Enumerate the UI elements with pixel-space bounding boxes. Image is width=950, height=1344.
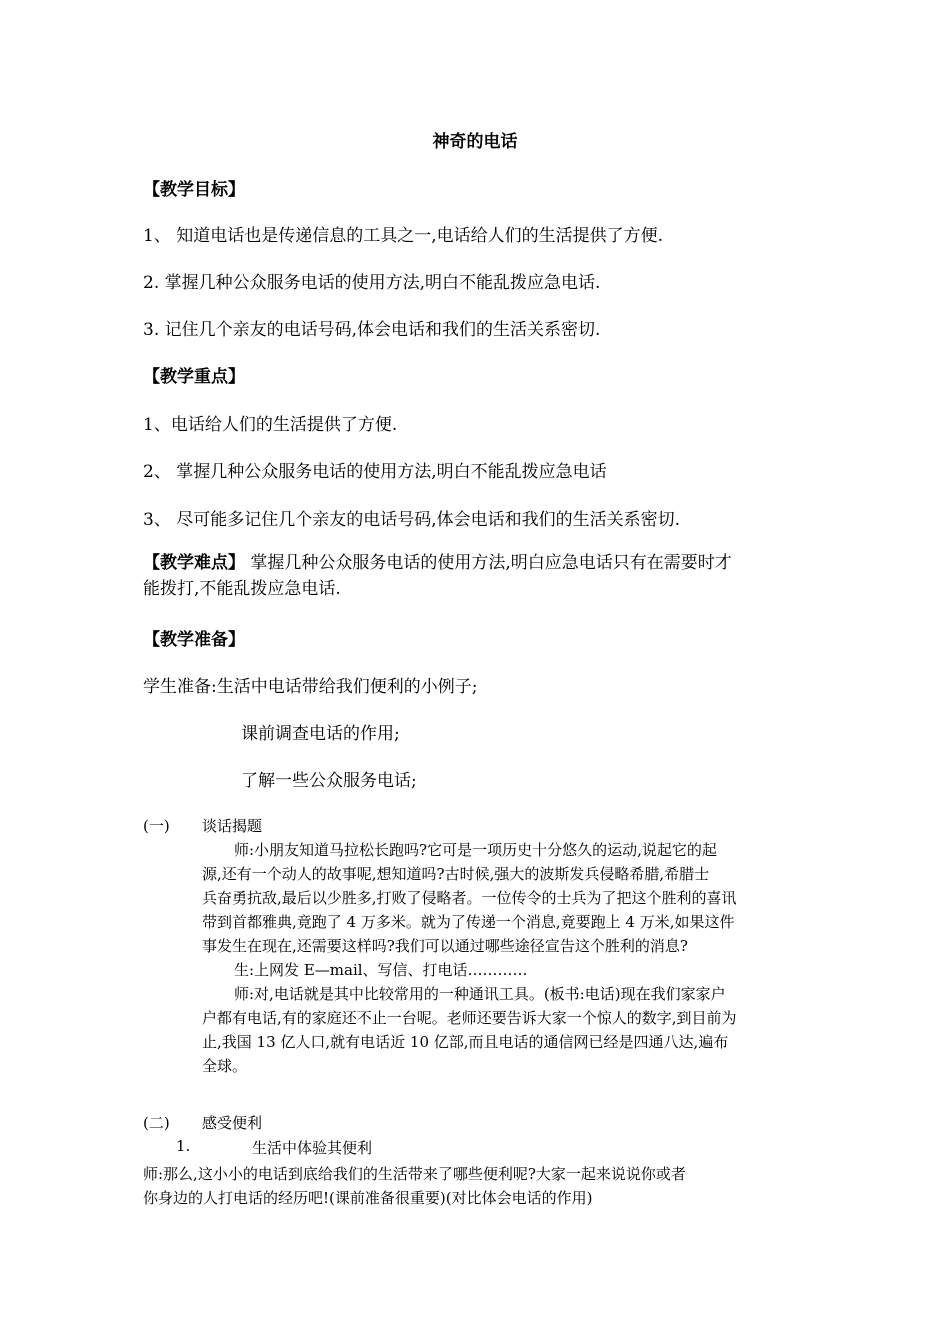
difficulty-text-line-2: 能拨打,不能乱拨应急电话. — [143, 579, 341, 599]
preparation-heading: 【教学准备】 — [143, 630, 245, 650]
objective-item-3: 3. 记住几个亲友的电话号码,体会电话和我们的生活关系密切. — [143, 320, 601, 340]
subsection-number: 1. — [176, 1137, 191, 1155]
section-2-label: (二) — [143, 1114, 170, 1132]
body-line: 全球。 — [202, 1057, 248, 1075]
body-line: 止,我国 13 亿人口,就有电话近 10 亿部,而且电话的通信网已经是四通八达,遍布 — [202, 1033, 729, 1051]
body-line: 源,还有一个动人的故事呢,想知道吗?古时候,强大的波斯发兵侵略希腊,希腊士 — [202, 865, 710, 883]
subsection-title: 生活中体验其便利 — [252, 1139, 373, 1157]
preparation-line-2: 课前调查电话的作用; — [241, 724, 400, 744]
objective-item-2: 2. 掌握几种公众服务电话的使用方法,明白不能乱拨应急电话. — [143, 273, 601, 293]
difficulty-text-line-1: 掌握几种公众服务电话的使用方法,明白应急电话只有在需要时才 — [250, 553, 732, 573]
key-point-item-1: 1、电话给人们的生活提供了方便. — [143, 415, 398, 435]
body-line: 兵奋勇抗敌,最后以少胜多,打败了侵略者。一位传令的士兵为了把这个胜利的喜讯 — [202, 889, 737, 907]
key-point-item-2: 2、 掌握几种公众服务电话的使用方法,明白不能乱拨应急电话 — [143, 462, 607, 482]
objectives-heading: 【教学目标】 — [143, 180, 245, 200]
body-line: 带到首都雅典,竟跑了 4 万多米。就为了传递一个消息,竟要跑上 4 万米,如果这件 — [202, 913, 735, 931]
key-points-heading: 【教学重点】 — [143, 367, 245, 387]
difficulty-paragraph — [143, 550, 813, 602]
difficulty-heading: 【教学难点】 — [143, 553, 245, 573]
body-line: 户都有电话,有的家庭还不止一台呢。老师还要告诉大家一个惊人的数字,到目前为 — [202, 1009, 737, 1027]
section-2-title: 感受便利 — [202, 1114, 263, 1132]
section-1-title: 谈话揭题 — [202, 817, 263, 835]
document-title: 神奇的电话 — [432, 132, 518, 152]
objective-item-1: 1、 知道电话也是传递信息的工具之一,电话给人们的生活提供了方便. — [143, 226, 664, 246]
body-line: 师:小朋友知道马拉松长跑吗?它可是一项历史十分悠久的运动,说起它的起 — [234, 841, 717, 859]
section-2-body — [143, 1162, 813, 1210]
preparation-line-3: 了解一些公众服务电话; — [241, 771, 417, 791]
key-point-item-3: 3、 尽可能多记住几个亲友的电话号码,体会电话和我们的生活关系密切. — [143, 510, 681, 530]
body-line: 你身边的人打电话的经历吧!(课前准备很重要)(对比体会电话的作用) — [143, 1189, 593, 1207]
section-1-label: (一) — [143, 817, 170, 835]
body-line: 生:上网发 E—mail、写信、打电话………… — [234, 961, 528, 979]
body-line: 事发生在现在,还需要这样吗?我们可以通过哪些途径宣告这个胜利的消息? — [202, 937, 688, 955]
body-line: 师:那么,这小小的电话到底给我们的生活带来了哪些便利呢?大家一起来说说你或者 — [143, 1165, 686, 1183]
preparation-line-1: 学生准备:生活中电话带给我们便利的小例子; — [143, 677, 478, 697]
section-1-body — [202, 838, 812, 1078]
body-line: 师:对,电话就是其中比较常用的一种通讯工具。(板书:电话)现在我们家家户 — [234, 985, 726, 1003]
